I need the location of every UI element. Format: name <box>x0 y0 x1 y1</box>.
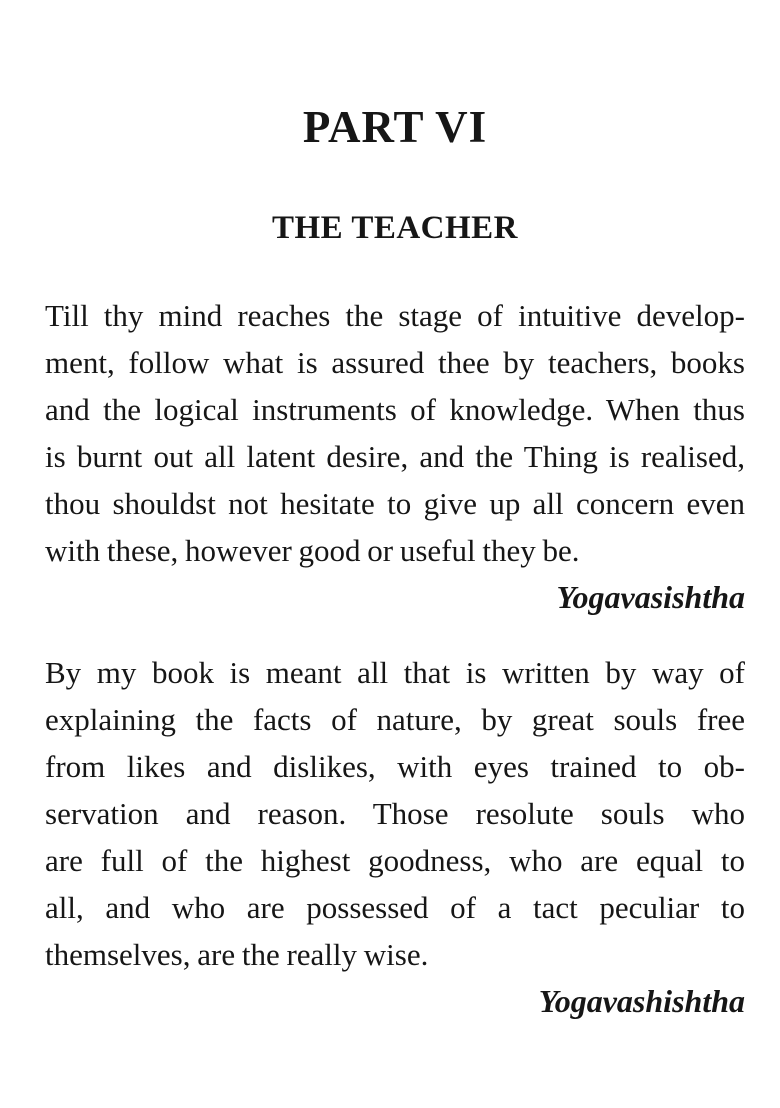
quote-2-attribution: Yogavashishtha <box>538 982 745 1019</box>
quote-2-line-1: By my book is meant all that is written by way of <box>45 654 745 690</box>
quote-2-line-6: all, and who are possessed of a tact peculiar to <box>45 889 745 925</box>
chapter-title: THE TEACHER <box>271 209 519 246</box>
quote-1-line-2: ment, follow what is assured thee by teachers, books <box>45 344 745 380</box>
quote-2-line-5: are full of the highest goodness, who are equal to <box>45 842 745 878</box>
quote-1-line-6: with these, however good or useful they be. <box>45 532 580 568</box>
quote-block-1 <box>45 292 745 621</box>
quote-1-line-5: thou shouldst not hesitate to give up all concern even <box>45 485 745 521</box>
quote-2-line-4: servation and reason. Those resolute souls who <box>45 795 745 831</box>
quote-1-attribution: Yogavasishtha <box>556 578 745 615</box>
quote-block-2 <box>45 649 745 1025</box>
quote-2-line-2: explaining the facts of nature, by great souls free <box>45 701 745 737</box>
quote-2-line-3: from likes and dislikes, with eyes trained to ob- <box>45 748 745 784</box>
quote-1-line-3: and the logical instruments of knowledge. When thus <box>45 391 745 427</box>
part-title: PART VI <box>302 102 488 152</box>
quote-1-text <box>45 292 745 574</box>
quote-2-line-7: themselves, are the really wise. <box>45 936 429 972</box>
quote-2-text <box>45 649 745 978</box>
quote-1-line-4: is burnt out all latent desire, and the Thing is realised, <box>45 438 745 474</box>
quote-1-line-1: Till thy mind reaches the stage of intuitive develop- <box>45 297 745 333</box>
